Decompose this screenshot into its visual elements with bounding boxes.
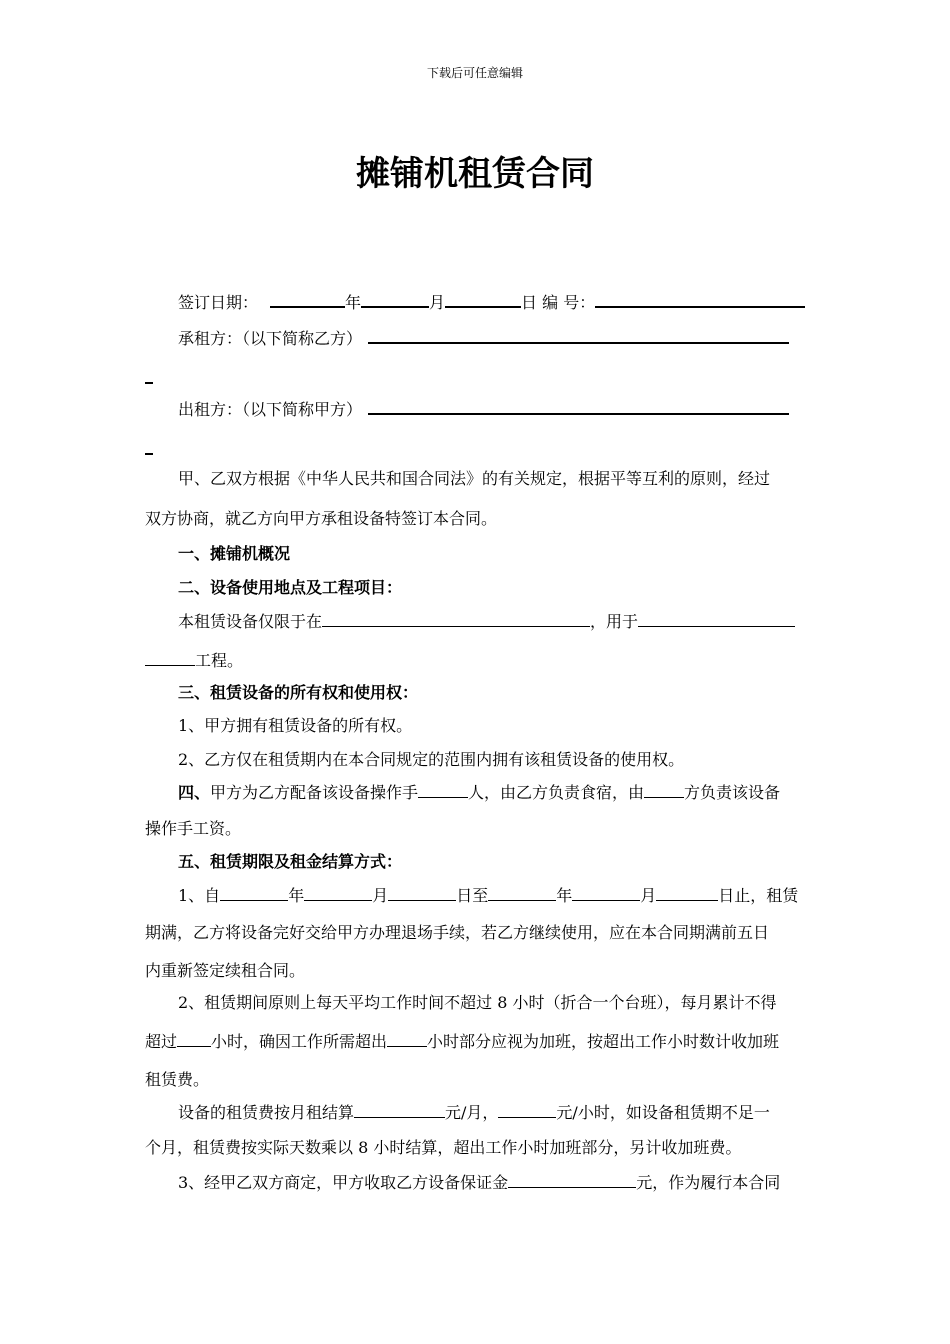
hours-line-2: 超过 小时，确因工作所需超出 小时部分应视为加班，按超出工作小时数计收加班 — [145, 1032, 780, 1051]
section-4-number: 四、 — [178, 783, 211, 802]
section-1-heading: 一、摊铺机概况 — [178, 544, 291, 563]
sign-date-line — [145, 290, 807, 314]
hours-line-1: 2、租赁期间原则上每天平均工作时间不超过 8 小时（折合一个台班），每月累计不得 — [178, 993, 777, 1012]
section-4-line-2: 操作手工资。 — [145, 819, 242, 838]
lease-period-line-3: 内重新签定续租合同。 — [145, 961, 306, 980]
wage-party-blank — [644, 781, 684, 798]
page-title: 摊铺机租赁合同 — [356, 154, 594, 194]
year-blank — [270, 290, 345, 308]
operator-count-blank — [418, 781, 468, 798]
section-3-heading: 三、租赁设备的所有权和使用权： — [178, 683, 419, 702]
lessor-label: 出租方：（以下简称甲方） — [178, 400, 363, 419]
monthly-rent-blank — [354, 1101, 445, 1118]
lessee-line — [145, 326, 807, 350]
monthly-hours-blank — [177, 1030, 211, 1047]
day-blank — [445, 290, 521, 308]
sign-date-label: 签订日期： — [178, 293, 259, 312]
intro-line-2: 双方协商，就乙方向甲方承租设备特签订本合同。 — [145, 509, 498, 528]
lessor-line — [145, 397, 807, 421]
hours-line-3: 租赁费。 — [145, 1070, 210, 1089]
lessee-label: 承租方：（以下简称乙方） — [178, 329, 363, 348]
section-3-item-1: 1、甲方拥有租赁设备的所有权。 — [178, 716, 413, 735]
start-month-blank — [304, 884, 372, 901]
location-blank — [322, 610, 590, 627]
section-4-line-1: 四、甲方为乙方配备该设备操作手 人，由乙方负责食宿，由 方负责该设备 — [178, 783, 781, 802]
project-line: 工程。 — [145, 649, 807, 672]
lease-period-line-2: 期满，乙方将设备完好交给甲方办理退场手续，若乙方继续使用，应在本合同期满前五日 — [145, 923, 770, 942]
end-month-blank — [572, 884, 640, 901]
section-2-heading: 二、设备使用地点及工程项目： — [178, 578, 403, 597]
rent-line-1: 设备的租赁费按月租结算 元/月， 元/小时，如设备租赁期不足一 — [178, 1103, 770, 1122]
project-blank — [638, 610, 795, 627]
end-day-blank — [656, 884, 718, 901]
section-3-item-2: 2、乙方仅在租赁期内在本合同规定的范围内拥有该租赁设备的使用权。 — [178, 750, 685, 769]
year-label: 年 — [345, 293, 362, 312]
lessee-blank — [368, 326, 789, 344]
end-year-blank — [488, 884, 556, 901]
lease-period-line: 1、自 年 月 日至 年 月 日止，租赁 — [178, 886, 799, 905]
overtime-hours-blank — [387, 1030, 427, 1047]
lessor-blank — [368, 397, 789, 415]
hourly-rent-blank — [498, 1101, 556, 1118]
lessee-blank-continuation — [145, 382, 153, 384]
month-label: 月 — [429, 293, 446, 312]
project-blank-continuation — [145, 649, 195, 666]
deposit-line: 3、经甲乙双方商定，甲方收取乙方设备保证金 元，作为履行本合同 — [178, 1173, 781, 1192]
day-number-label: 日 编 号： — [521, 293, 596, 312]
intro-line-1: 甲、乙双方根据《中华人民共和国合同法》的有关规定，根据平等互利的原则，经过 — [178, 469, 771, 488]
month-blank — [361, 290, 429, 308]
contract-number-blank — [595, 290, 805, 308]
start-year-blank — [220, 884, 288, 901]
section-5-heading: 五、租赁期限及租金结算方式： — [178, 852, 403, 871]
start-day-blank — [388, 884, 456, 901]
location-line: 本租赁设备仅限于在 ，用于 — [145, 610, 807, 633]
deposit-amount-blank — [508, 1171, 636, 1188]
page-header: 下载后可任意编辑 — [426, 66, 523, 80]
lessor-blank-continuation — [145, 453, 153, 455]
rent-line-2: 个月，租赁费按实际天数乘以 8 小时结算，超出工作小时加班部分，另计收加班费。 — [145, 1138, 742, 1157]
